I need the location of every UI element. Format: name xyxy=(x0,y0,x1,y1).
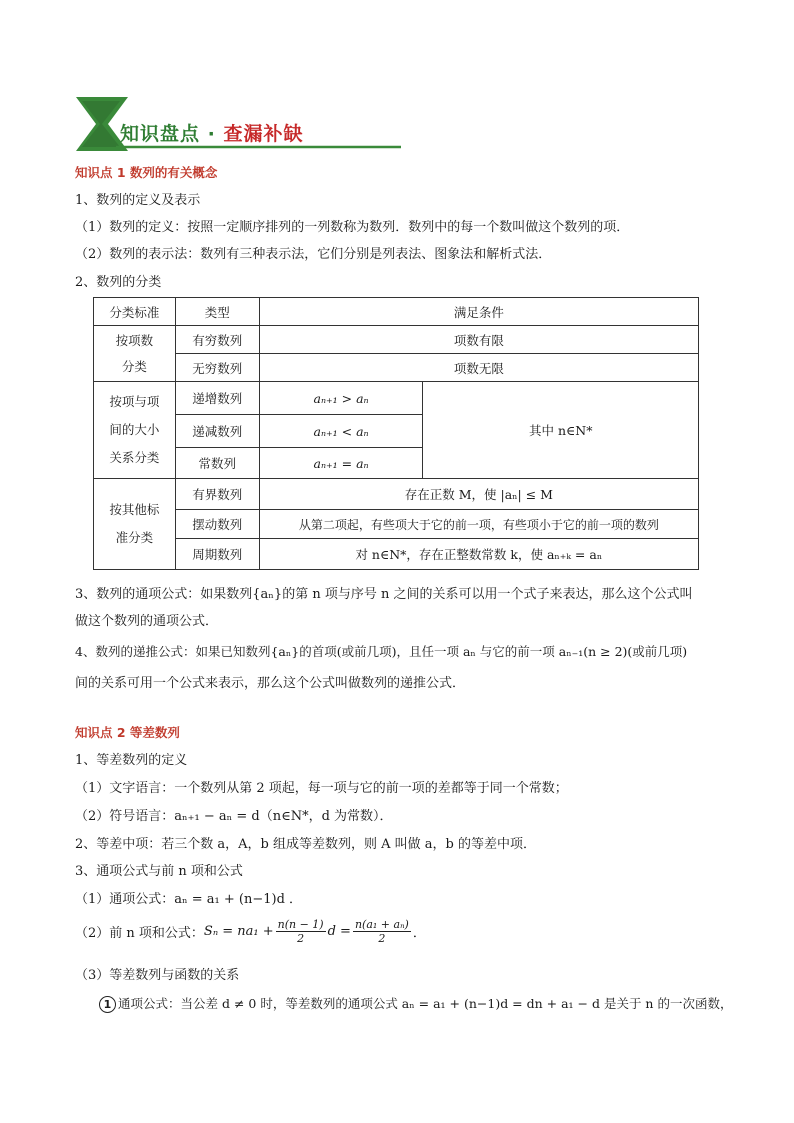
table-cell: aₙ₊₁ = aₙ xyxy=(259,448,423,479)
group3-label: 按其他标 准分类 xyxy=(94,479,176,570)
s2-item3-c: （3）等差数列与函数的关系 xyxy=(75,968,240,983)
section1-heading: 知识点 1 数列的有关概念 xyxy=(75,165,218,180)
s1-item1: 1、数列的定义及表示 xyxy=(75,193,201,208)
table-cell: 从第二项起，有些项大于它的前一项，有些项小于它的前一项的数列 xyxy=(259,510,698,539)
s2-item2: 2、等差中项：若三个数 a，A，b 组成等差数列，则 A 叫做 a，b 的等差中项． xyxy=(75,837,536,852)
table-cell: 项数有限 xyxy=(259,326,698,354)
table-cell: 存在正数 M，使 |aₙ| ≤ M xyxy=(259,479,698,510)
s2-item3-b: （2）前 n 项和公式： Sₙ = na₁ + $\frac{n(n - 1)}{2}$ d = $\frac{\text{n(a₁ + aₙ)}}{2}$ ． xyxy=(75,918,426,945)
classification-table xyxy=(93,297,699,570)
table-cell: 摆动数列 xyxy=(175,510,259,539)
table-cell: 常数列 xyxy=(175,448,259,479)
s2-item3-c1: 1 通项公式：当公差 d ≠ 0 时，等差数列的通项公式 aₙ = a₁ + (n−1)d = dn + a₁ − d 是关于 n 的一次函数， xyxy=(99,994,732,1013)
circled-number-icon: 1 xyxy=(99,996,116,1013)
table-header: 类型 xyxy=(175,298,259,326)
s1-item1-b: （2）数列的表示法：数列有三种表示法，它们分别是列表法、图象法和解析式法． xyxy=(75,247,552,262)
banner-title: 知识盘点 · 查漏补缺 xyxy=(120,123,304,145)
table-cell: 其中 n∈N* xyxy=(423,382,699,479)
group2-label: 按项与项 间的大小 关系分类 xyxy=(94,382,176,479)
table-cell: 有界数列 xyxy=(175,479,259,510)
table-cell: aₙ₊₁ > aₙ xyxy=(259,382,423,415)
table-cell: aₙ₊₁ < aₙ xyxy=(259,415,423,448)
table-cell: 递减数列 xyxy=(175,415,259,448)
table-cell: 无穷数列 xyxy=(175,354,259,382)
s1-item1-a: （1）数列的定义：按照一定顺序排列的一列数称为数列．数列中的每一个数叫做这个数列的项． xyxy=(75,220,630,235)
table-cell: 对 n∈N*，存在正整数常数 k，使 aₙ₊ₖ = aₙ xyxy=(259,539,698,570)
s2-item1: 1、等差数列的定义 xyxy=(75,753,188,768)
s1-item4-l1: 4、数列的递推公式：如果已知数列{aₙ}的首项(或前几项)，且任一项 aₙ 与它的前一项 aₙ₋₁(n ≥ 2)(或前几项) xyxy=(75,644,688,659)
s2-item3: 3、通项公式与前 n 项和公式 xyxy=(75,864,243,879)
s1-item3-l1: 3、数列的通项公式：如果数列{aₙ}的第 n 项与序号 n 之间的关系可以用一个式子来表达，那么这个公式叫 xyxy=(75,587,693,602)
table-row xyxy=(94,298,699,326)
s1-item4-l2: 间的关系可用一个公式来表示，那么这个公式叫做数列的递推公式． xyxy=(75,676,466,691)
table-cell: 递增数列 xyxy=(175,382,259,415)
table-row xyxy=(94,479,699,510)
table-row xyxy=(94,354,699,382)
s2-item3-a: （1）通项公式：aₙ = a₁ + (n−1)d ． xyxy=(75,892,303,907)
table-cell: 有穷数列 xyxy=(175,326,259,354)
table-row xyxy=(94,539,699,570)
table-cell: 周期数列 xyxy=(175,539,259,570)
s2-item1-a: （1）文字语言：一个数列从第 2 项起，每一项与它的前一项的差都等于同一个常数； xyxy=(75,781,568,796)
table-cell: 项数无限 xyxy=(259,354,698,382)
table-row xyxy=(94,510,699,539)
fraction: $\frac{\text{n(a₁ + aₙ)}}{2}$ xyxy=(354,918,409,945)
table-header: 满足条件 xyxy=(259,298,698,326)
s1-item2: 2、数列的分类 xyxy=(75,275,162,290)
group1-label: 按项数 分类 xyxy=(94,326,176,382)
table-header: 分类标准 xyxy=(94,298,176,326)
fraction: $\frac{n(n - 1)}{2}$ xyxy=(277,918,324,945)
s1-item3-l2: 做这个数列的通项公式． xyxy=(75,614,219,629)
table-row xyxy=(94,382,699,415)
section2-heading: 知识点 2 等差数列 xyxy=(75,725,180,740)
table-row xyxy=(94,326,699,354)
s2-item1-b: （2）符号语言：aₙ₊₁ − aₙ = d（n∈N*，d 为常数）． xyxy=(75,809,393,824)
